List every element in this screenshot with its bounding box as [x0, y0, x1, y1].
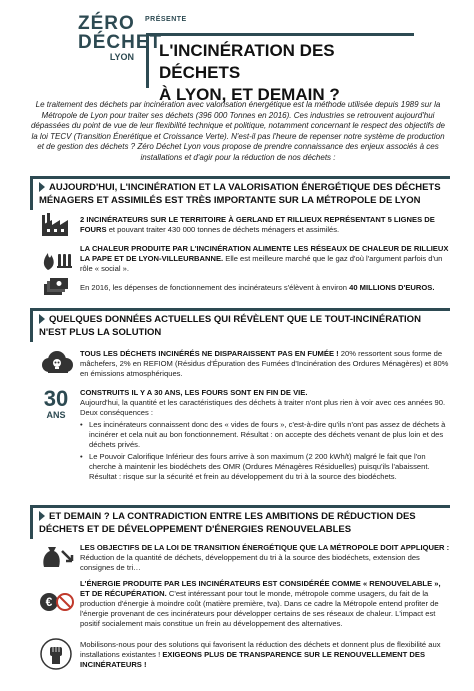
item-smoke-plain: 20% ressortent sous forme de mâchefers, 2% en REFIOM (Résidus d'Épuration des Fumées d'Incinération des Ordures Ménagères) et 80% en émissions atmosphériques. — [80, 349, 449, 378]
thirty-unit: ANS — [46, 410, 66, 420]
item-costs — [30, 278, 450, 300]
factory-icon — [40, 212, 74, 242]
section-tomorrow-heading-text: ET DEMAIN ? LA CONTRADICTION ENTRE LES AMBITIONS DE RÉDUCTION DES DÉCHETS ET DE DÉVELOPPEMENT D'ÉNERGIES RENOUVELABLES — [39, 511, 416, 535]
euro-no-entry-icon — [40, 591, 74, 621]
fist-icon — [40, 638, 74, 668]
section-today-heading — [30, 176, 450, 210]
item-30-years-bold: CONSTRUITS IL Y A 30 ANS, LES FOURS SONT EN FIN DE VIE. — [80, 388, 308, 397]
item-costs-text — [80, 283, 452, 293]
section-today-heading-text: AUJOURD'HUI, L'INCINÉRATION ET LA VALORISATION ÉNERGÉTIQUE DES DÉCHETS MÉNAGERS ET ASSIMILÉS EST TRÈS IMPORTANTE SUR LA MÉTROPOLE DE LYON — [39, 182, 441, 206]
item-smoke-text — [80, 349, 452, 379]
item-smoke — [30, 348, 450, 384]
section-current-data-heading — [30, 308, 450, 342]
item-heat-bold: LA CHALEUR PRODUITE PAR L'INCINÉRATION ALIMENTE LES RÉSEAUX DE CHALEUR DE RILLIEUX LA PAPE ET DE LYON-VILLEURBANNE. — [80, 244, 449, 263]
waste-bag-arrow-icon — [40, 543, 74, 573]
thirty-number: 30 — [43, 386, 69, 411]
arrow-icon — [39, 314, 45, 324]
item-smoke-bold: TOUS LES DÉCHETS INCINÉRÉS NE DISPARAISSENT PAS EN FUMÉE ! — [80, 349, 339, 358]
item-mobilize-bold: EXIGEONS PLUS DE TRANSPARENCE SUR LE RENOUVELLEMENT DES INCINÉRATEURS ! — [80, 650, 426, 669]
arrow-icon — [39, 511, 45, 521]
item-incinerators-bold: 2 INCINÉRATEURS SUR LE TERRITOIRE À GERLAND ET RILLIEUX REPRÉSENTANT 5 LIGNES DE FOURS — [80, 215, 435, 234]
item-mobilize-text — [80, 640, 452, 670]
item-heat — [30, 244, 450, 274]
item-costs-plain: En 2016, les dépenses de fonctionnement des incinérateurs s'élèvent à environ — [80, 283, 350, 292]
title-line-1: L'INCINÉRATION DES DÉCHETS — [159, 41, 335, 82]
toxic-cloud-icon — [40, 350, 74, 380]
item-incinerators — [30, 212, 450, 240]
item-renewable-energy-text — [80, 579, 452, 629]
logo-line-3: LYON — [109, 52, 134, 62]
arrow-icon — [39, 182, 45, 192]
item-mobilize-plain: Mobilisons-nous pour des solutions qui favorisent la réduction des déchets et donnent plus de flexibilité aux installations existantes ! — [80, 640, 441, 659]
section-tomorrow-heading — [30, 505, 450, 539]
item-law-objectives — [30, 543, 450, 575]
item-costs-bold: 40 MILLIONS D'EUROS. — [349, 283, 435, 292]
money-icon — [40, 278, 74, 308]
item-30-years — [30, 388, 450, 496]
item-incinerators-plain: et pouvant traiter 430 000 tonnes de déchets ménagers et assimilés. — [106, 225, 340, 234]
item-30-years-text — [80, 388, 452, 482]
bullet-calorific-power: • Le Pouvoir Calorifique Inférieur des fours arrive à son maximum (2 200 kWh/t) malgré le fait que l'on cherche à maintenir les biodéchets des OMR (Ordures Ménagères Résiduelles) puisqu'ils l'abaissent. Résultat : risque sur la sécurité et frein au développement du tri à la source des biodéchets. — [80, 452, 452, 482]
item-incinerators-text — [80, 215, 452, 235]
item-heat-text — [80, 244, 452, 274]
item-heat-plain: Elle est meilleure marché que le gaz d'où l'argument parfois d'un rôle « social ». — [80, 254, 443, 273]
section-current-data — [30, 308, 450, 342]
item-renewable-energy — [30, 579, 450, 631]
item-law-objectives-line-1: Réduction de la quantité de déchets, développement du tri à la source des biodéchets, extension des consignes de tri… — [80, 553, 420, 572]
header — [0, 0, 474, 104]
item-law-objectives-text — [80, 543, 452, 573]
section-today — [30, 176, 450, 210]
item-renewable-energy-bold: L'ÉNERGIE PRODUITE PAR LES INCINÉRATEURS EST CONSIDÉRÉE COMME « RENOUVELABLE », ET DE RÉCUPÉRATION. — [80, 579, 441, 598]
presente-label: PRÉSENTE — [145, 16, 187, 23]
svg-text:€: € — [45, 595, 53, 609]
logo-line-1: ZÉRO — [78, 13, 135, 34]
item-renewable-energy-plain: C'est intéressant pour tout le monde, métropole comme usagers, du fait de la production d'énergie à moindre coût (matière première, tva). Dans ce cadre la Métropole entend profiter de l'énergie provenant de ces incinérateurs pour développer certains de ses réseaux de chaleur. L'impact est positif socialement mais constitue un frein au développement des alternatives. — [80, 589, 439, 628]
bullet-empty-ovens: • Les incinérateurs connaissent donc des « vides de fours », c'est-à-dire qu'ils n'ont pas assez de déchets à incinérer et cela nuit au bon fonctionnement. Résultat : on accepte des déchets venant de plus loin et des déchets privés. — [80, 420, 452, 450]
zero-dechet-lyon-logo — [78, 13, 163, 62]
flame-radiator-icon — [40, 246, 74, 276]
title-frame — [146, 33, 414, 104]
page-title — [159, 40, 414, 106]
section-tomorrow — [30, 505, 450, 539]
section-current-data-heading-text: QUELQUES DONNÉES ACTUELLES QUI RÉVÈLENT QUE LE TOUT-INCINÉRATION N'EST PLUS LA SOLUTION — [39, 314, 421, 338]
item-30-years-plain: Aujourd'hui, la quantité et les caractéristiques des déchets à traiter n'ont plus rien à voir avec ces années 90. Deux conséquences : — [80, 398, 446, 417]
item-mobilize — [30, 636, 450, 676]
logo-line-2: DÉCHET — [78, 32, 163, 53]
intro-paragraph: Le traitement des déchets par incinération avec valorisation énergétique est la méthode utilisée depuis 1989 sur la Métropole de Lyon pour traiter ses déchets (396 000 Tonnes en 2016). Ces industries se retrouvent aujourd'hui dépassées du point de vue de leur flexibilité technique et politique, notamment concernant le respect des objectifs de la loi TECV (Transition Énerétique et Croissance Verte). N'est-il pas l'heure de repenser notre système de production et de gestion des déchets ? Zéro Déchet Lyon vous propose de prendre connaissance des enjeux associés à ces installations et d'agir pour la réduction de nos déchets : — [30, 100, 446, 162]
thirty-years-icon — [36, 388, 76, 428]
title-line-2: À LYON, ET DEMAIN ? — [159, 85, 340, 104]
item-law-objectives-bold: LES OBJECTIFS DE LA LOI DE TRANSITION ÉNERGÉTIQUE QUE LA MÉTROPOLE DOIT APPLIQUER : — [80, 543, 450, 552]
